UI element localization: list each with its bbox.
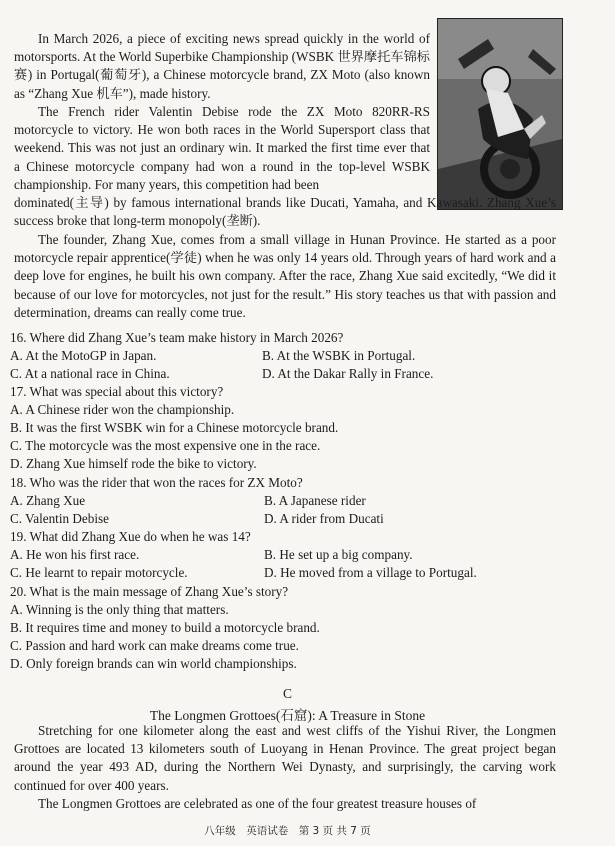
question-17-option-c[interactable]: C. The motorcycle was the most expensive one in the race. bbox=[10, 438, 321, 453]
question-19-option-c[interactable]: C. He learnt to repair motorcycle. bbox=[10, 565, 188, 580]
passage-c-paragraph-2: The Longmen Grottoes are celebrated as one of the four greatest treasure houses of bbox=[38, 796, 477, 811]
section-c-letter: C bbox=[282, 686, 292, 701]
question-17-option-d[interactable]: D. Zhang Xue himself rode the bike to victory. bbox=[10, 456, 257, 471]
question-16-stem: 16. Where did Zhang Xue’s team make history in March 2026? bbox=[10, 330, 344, 345]
question-18-stem: 18. Who was the rider that won the races for ZX Moto? bbox=[10, 475, 303, 490]
section-c-title: The Longmen Grottoes(石窟): A Treasure in Stone bbox=[149, 708, 426, 723]
question-19-option-b[interactable]: B. He set up a big company. bbox=[264, 547, 413, 562]
question-20-option-a[interactable]: A. Winning is the only thing that matters. bbox=[10, 602, 229, 617]
passage-b-paragraph-2-continued: dominated(主导) by famous international brands like Ducati, Yamaha, and Kawasaki. Zhang Xue’s success broke that long-term monopoly(垄断). bbox=[14, 195, 556, 229]
question-18-option-b[interactable]: B. A Japanese rider bbox=[264, 493, 366, 508]
question-18-option-d[interactable]: D. A rider from Ducati bbox=[264, 511, 384, 526]
question-16-option-c[interactable]: C. At a national race in China. bbox=[10, 366, 170, 381]
question-19-option-a[interactable]: A. He won his first race. bbox=[10, 547, 140, 562]
page-footer: 八年级 英语试卷 第 3 页 共 7 页 bbox=[204, 825, 371, 837]
passage-b-paragraph-2: The French rider Valentin Debise rode the ZX Moto 820RR-RS motorcycle to victory. He won both races in the World Supersport class that weekend. This was not just an ordinary win. It marked the first time ever that a Chinese motorcycle company had won a round in the top-level WSBK championship. For many years, this competition had been bbox=[14, 104, 430, 192]
question-20-stem: 20. What is the main message of Zhang Xue’s story? bbox=[10, 584, 289, 599]
question-20-option-c[interactable]: C. Passion and hard work can make dreams come true. bbox=[10, 638, 299, 653]
question-17-option-a[interactable]: A. A Chinese rider won the championship. bbox=[10, 402, 235, 417]
question-18-option-a[interactable]: A. Zhang Xue bbox=[10, 493, 86, 508]
question-17-option-b[interactable]: B. It was the first WSBK win for a Chinese motorcycle brand. bbox=[10, 420, 339, 435]
question-16-option-a[interactable]: A. At the MotoGP in Japan. bbox=[10, 348, 157, 363]
question-17-stem: 17. What was special about this victory? bbox=[10, 384, 224, 399]
passage-c-paragraph-1: Stretching for one kilometer along the east and west cliffs of the Yishui River, the Longmen Grottoes are located 13 kilometers south of Luoyang in Henan Province. The great project began around the year 493 AD, during the Northern Wei Dynasty, and surprisingly, the carving work continued for over 400 years. bbox=[14, 723, 556, 793]
question-20-option-d[interactable]: D. Only foreign brands can win world championships. bbox=[10, 656, 297, 671]
question-16-option-d[interactable]: D. At the Dakar Rally in France. bbox=[262, 366, 434, 381]
passage-b-paragraph-3: The founder, Zhang Xue, comes from a small village in Hunan Province. He started as a poor motorcycle repair apprentice(学徒) when he was only 14 years old. Through years of hard work and a deep love for engines, he built his own company. After the race, Zhang Xue said excitedly, “We did it because of our love for motorcycles, not just for the result.” His story teaches us that with passion and determination, dreams can really come true. bbox=[14, 232, 556, 320]
question-20-option-b[interactable]: B. It requires time and money to build a motorcycle brand. bbox=[10, 620, 320, 635]
question-18-option-c[interactable]: C. Valentin Debise bbox=[10, 511, 110, 526]
passage-b-paragraph-1: In March 2026, a piece of exciting news spread quickly in the world of motorsports. At the World Superbike Championship (WSBK 世界摩托车锦标赛) in Portugal(葡萄牙), a Chinese motorcycle brand, ZX Moto (also known as “Zhang Xue 机车”), made history. bbox=[14, 31, 430, 101]
question-19-option-d[interactable]: D. He moved from a village to Portugal. bbox=[264, 565, 477, 580]
motorcycle-rider-photo bbox=[437, 18, 563, 210]
motorcycle-rider-icon bbox=[438, 19, 562, 209]
question-19-stem: 19. What did Zhang Xue do when he was 14? bbox=[10, 529, 251, 544]
question-16-option-b[interactable]: B. At the WSBK in Portugal. bbox=[262, 348, 416, 363]
